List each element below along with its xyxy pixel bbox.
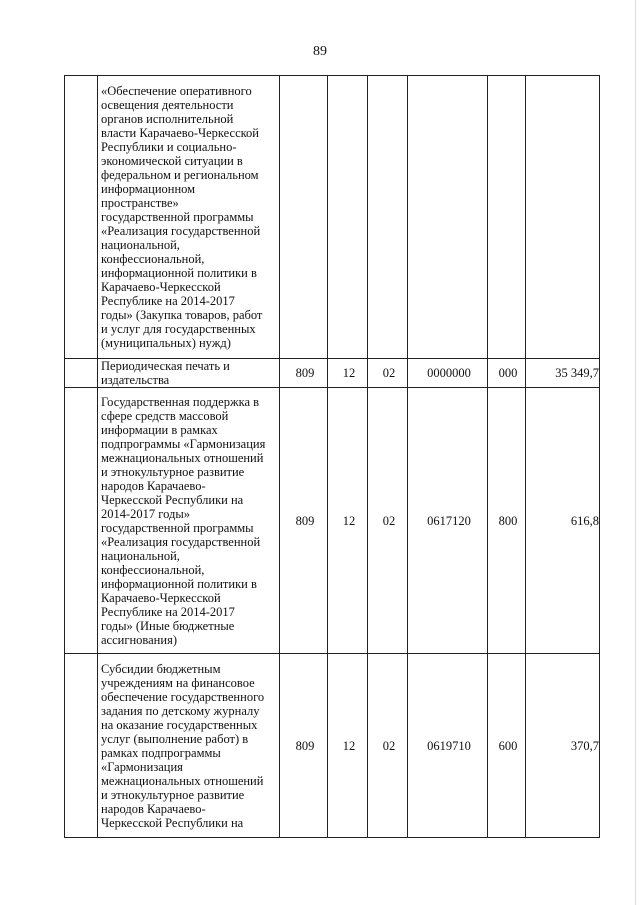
table-cell-description <box>98 654 280 838</box>
table-row <box>65 388 600 654</box>
table-cell-vr: 000 <box>488 359 526 388</box>
table-row <box>65 654 600 838</box>
table-cell-rz: 12 <box>328 388 368 654</box>
table-cell-pr: 02 <box>368 654 408 838</box>
table-cell-pr <box>368 76 408 359</box>
table-cell-cs: 0617120 <box>408 388 488 654</box>
table-cell-vr: 600 <box>488 654 526 838</box>
table-row <box>65 359 600 388</box>
row-description: «Обеспечение оперативного освещения деятельности органов исполнительной власти Карачаево-Черкесской Республики и социально- экономической ситуации в федеральном и региональном информационном пространстве» государственной программы «Реализация государственной национальной, конфессиональной, информационной политики в Карачаево-Черкесской Республике на 2014-2017 годы» (Закупка товаров, работ и услуг для государственных (муниципальных) нужд) <box>101 84 263 350</box>
table-row <box>65 76 600 359</box>
row-description: Государственная поддержка в сфере средств массовой информации в рамках подпрограммы «Гармонизация межнациональных отношений и этнокультурное развитие народов Карачаево- Черкесской Республики на 2014-2017 годы» государственной программы «Реализация государственной национальной, конфессиональной, информационной политики в Карачаево-Черкесской Республике на 2014-2017 годы» (Иные бюджетные ассигнования) <box>101 394 266 647</box>
table-cell-amount: 370,7 <box>526 654 600 838</box>
table-cell-vr: 800 <box>488 388 526 654</box>
budget-table <box>64 75 600 838</box>
table-cell-amount: 616,8 <box>526 388 600 654</box>
table-cell-pr: 02 <box>368 359 408 388</box>
table-cell-cs: 0619710 <box>408 654 488 838</box>
table-cell-amount <box>526 76 600 359</box>
table-cell-empty <box>65 654 98 838</box>
table-cell-empty <box>65 76 98 359</box>
table-cell-rz <box>328 76 368 359</box>
table-cell-description <box>98 76 280 359</box>
page-edge <box>635 0 636 905</box>
row-description: Периодическая печать и издательства <box>101 359 230 387</box>
table-cell-cs <box>408 76 488 359</box>
table-cell-vr <box>488 76 526 359</box>
table-cell-gr: 809 <box>280 359 328 388</box>
table-cell-description <box>98 359 280 388</box>
table-cell-gr: 809 <box>280 654 328 838</box>
row-description: Субсидии бюджетным учреждениям на финансовое обеспечение государственного задания по детскому журналу на оказание государственных услуг (выполнение работ) в рамках подпрограммы «Гармонизация межнациональных отношений и этнокультурное развитие народов Карачаево- Черкесской Республики на <box>101 661 265 830</box>
table-cell-cs: 0000000 <box>408 359 488 388</box>
table-cell-empty <box>65 359 98 388</box>
page-number: 89 <box>313 44 327 59</box>
table-cell-gr: 809 <box>280 388 328 654</box>
table-cell-description <box>98 388 280 654</box>
table-cell-rz: 12 <box>328 359 368 388</box>
table-cell-rz: 12 <box>328 654 368 838</box>
table-cell-pr: 02 <box>368 388 408 654</box>
table-cell-empty <box>65 388 98 654</box>
table-cell-gr <box>280 76 328 359</box>
table-cell-amount: 35 349,7 <box>526 359 600 388</box>
